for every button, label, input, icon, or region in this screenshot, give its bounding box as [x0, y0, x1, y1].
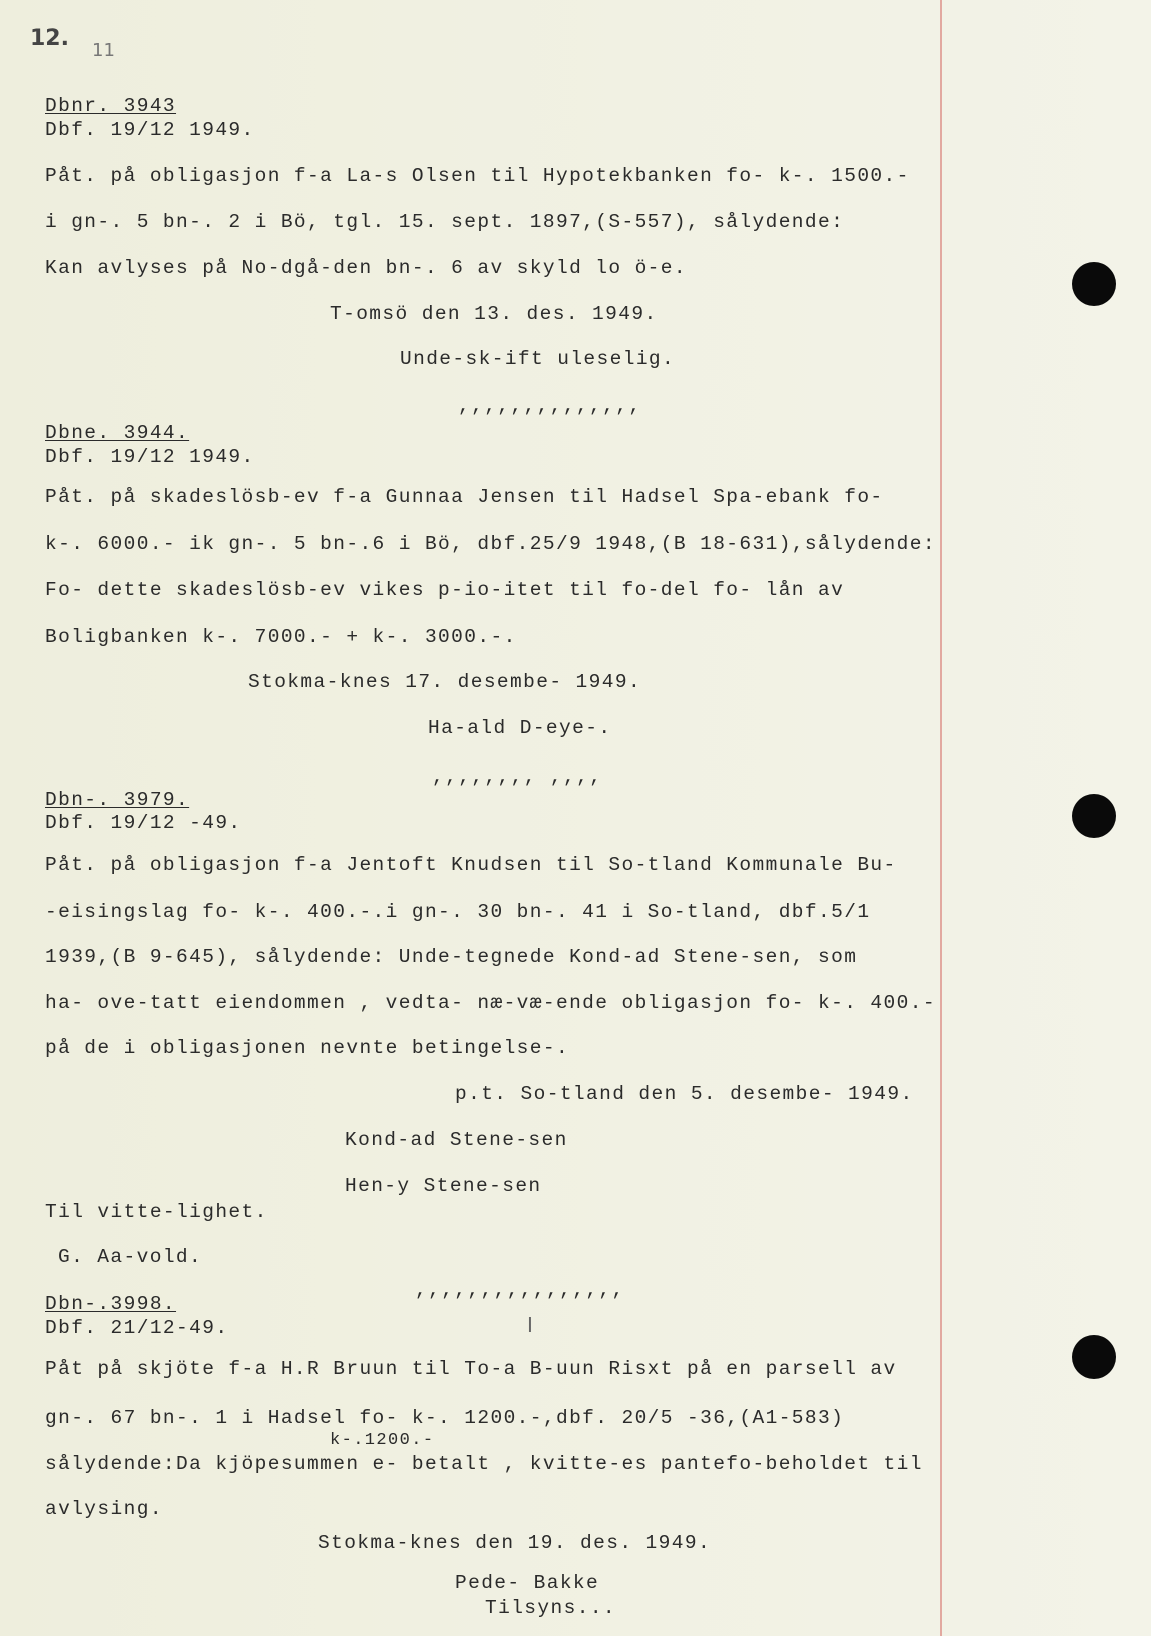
entry-3-dbf: Dbf. 19/12 -49.	[45, 812, 242, 834]
entry-2-dbf: Dbf. 19/12 1949.	[45, 446, 255, 468]
entry-3-signature: Kond-ad Stene-sen	[345, 1129, 568, 1151]
entry-1-signature: Unde-sk-ift uleselig.	[400, 348, 676, 370]
entry-3-signature: Hen-y Stene-sen	[345, 1175, 542, 1197]
entry-3-place-date: p.t. So-tland den 5. desembe- 1949.	[455, 1083, 914, 1105]
punch-hole-middle	[1072, 794, 1116, 838]
entry-2-body-line: Påt. på skadeslösb-ev f-a Gunnaa Jensen til Hadsel Spa-ebank fo-	[45, 486, 884, 508]
punch-hole-top	[1072, 262, 1116, 306]
entry-2-separator: ,,,,,,,, ,,,,	[432, 766, 603, 788]
punch-hole-bottom	[1072, 1335, 1116, 1379]
entry-4-dbnr: Dbn-.3998.	[45, 1293, 177, 1315]
entry-2-dbnr: Dbne. 3944.	[45, 422, 190, 444]
entry-1-body-line: i gn-. 5 bn-. 2 i Bö, tgl. 15. sept. 1897,(S-557), sålydende:	[45, 211, 845, 233]
entry-2-body-line: Boligbanken k-. 7000.- + k-. 3000.-.	[45, 626, 517, 648]
entry-3-body-line: 1939,(B 9-645), sålydende: Unde-tegnede Kond-ad Stene-sen, som	[45, 946, 858, 968]
margin-rule	[940, 0, 942, 1636]
entry-4-signature: Pede- Bakke	[455, 1572, 600, 1594]
entry-4-body-line: Påt på skjöte f-a H.R Bruun til To-a B-uun Risxt på en parsell av	[45, 1358, 897, 1380]
entry-2-place-date: Stokma-knes 17. desembe- 1949.	[248, 671, 642, 693]
entry-1-separator: ,,,,,,,,,,,,,,	[458, 395, 642, 417]
entry-3-body-line: ha- ove-tatt eiendommen , vedta- næ-væ-ende obligasjon fo- k-. 400.-	[45, 992, 936, 1014]
entry-4-place-date: Stokma-knes den 19. des. 1949.	[318, 1532, 712, 1554]
entry-4-signature-2: Tilsyns...	[485, 1597, 617, 1619]
page-number: 12.	[30, 26, 69, 51]
entry-3-separator: ,,,,,,,,,,,,,,,,	[415, 1279, 625, 1301]
entry-4-body-line: gn-. 67 bn-. 1 i Hadsel fo- k-. 1200.-,dbf. 20/5 -36,(A1-583)	[45, 1407, 845, 1429]
pencil-page-mark: 11	[92, 40, 115, 61]
entry-1-dbnr: Dbnr. 3943	[45, 95, 177, 117]
entry-3-body-line: -eisingslag fo- k-. 400.-.i gn-. 30 bn-. 41 i So-tland, dbf.5/1	[45, 901, 871, 923]
entry-2-body-line: Fo- dette skadeslösb-ev vikes p-io-itet til fo-del fo- lån av	[45, 579, 845, 601]
entry-1-place-date: T-omsö den 13. des. 1949.	[330, 303, 658, 325]
entry-3-body-line: på de i obligasjonen nevnte betingelse-.	[45, 1037, 570, 1059]
entry-2-signature: Ha-ald D-eye-.	[428, 717, 612, 739]
entry-1-dbf: Dbf. 19/12 1949.	[45, 119, 255, 141]
entry-4-inserted-amount: k-.1200.-	[330, 1431, 435, 1450]
entry-3-witness-label: Til vitte-lighet.	[45, 1201, 268, 1223]
entry-3-body-line: Påt. på obligasjon f-a Jentoft Knudsen til So-tland Kommunale Bu-	[45, 854, 897, 876]
entry-1-body-line: Påt. på obligasjon f-a La-s Olsen til Hypotekbanken fo- k-. 1500.-	[45, 165, 910, 187]
entry-2-body-line: k-. 6000.- ik gn-. 5 bn-.6 i Bö, dbf.25/9 1948,(B 18-631),sålydende:	[45, 533, 936, 555]
entry-4-body-line: sålydende:Da kjöpesummen e- betalt , kvitte-es pantefo-beholdet til	[45, 1453, 923, 1475]
entry-1-body-line: Kan avlyses på No-dgå-den bn-. 6 av skyld lo ö-e.	[45, 257, 687, 279]
entry-3-dbnr: Dbn-. 3979.	[45, 789, 190, 811]
entry-4-body-line: avlysing.	[45, 1498, 163, 1520]
entry-3-witness: G. Aa-vold.	[58, 1246, 203, 1268]
entry-4-pencil-mark: I	[527, 1313, 533, 1337]
entry-4-dbf: Dbf. 21/12-49.	[45, 1317, 229, 1339]
